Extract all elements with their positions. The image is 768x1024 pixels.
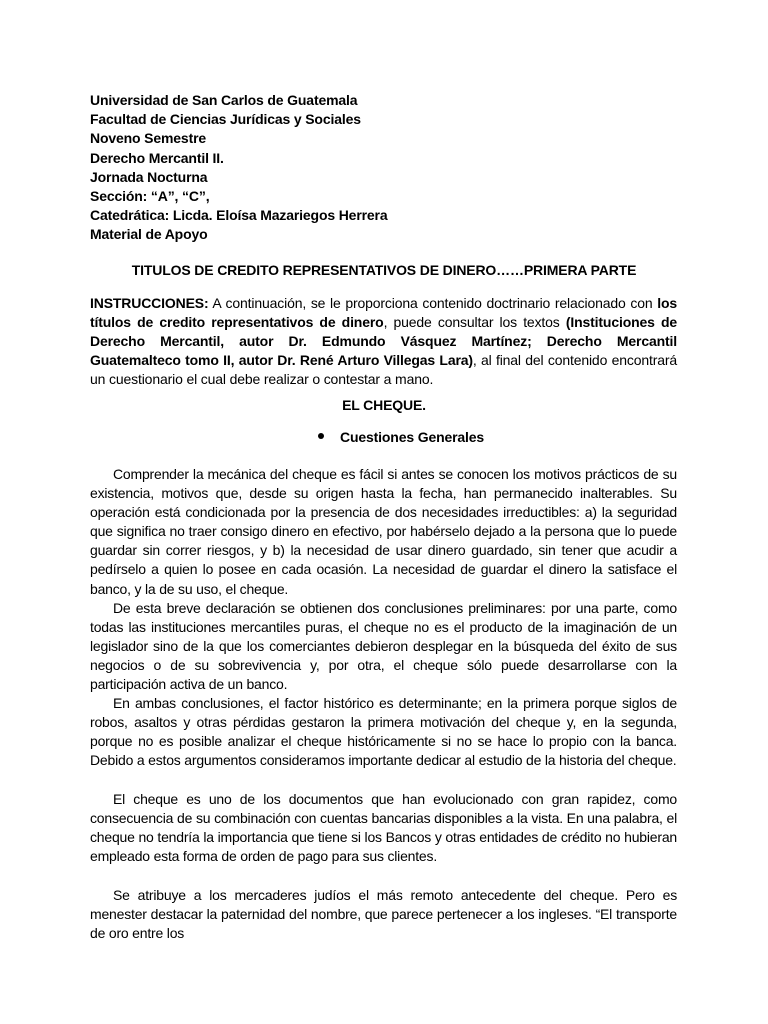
instructions-text-1: A continuación, se le proporciona contenido doctrinario relacionado con: [208, 295, 658, 311]
document-title: TITULOS DE CREDITO REPRESENTATIVOS DE DINERO……PRIMERA PARTE: [131, 262, 637, 278]
section-title: EL CHEQUE.: [342, 397, 426, 413]
instructions-text-3: , al final del contenido encontrará un cuestionario el cual debe realizar o contestar a mano.: [90, 352, 677, 388]
instructions-bold-2: (Instituciones de Derecho Mercantil, autor Dr. Edmundo Vásquez Martínez; Derecho Mercantil Guatemalteco tomo II, autor Dr. René Arturo Villegas Lara): [90, 314, 678, 369]
header-section: Sección: “A”, “C”,: [90, 188, 210, 205]
header-professor: Catedrática: Licda. Eloísa Mazariegos Herrera: [90, 207, 388, 224]
bullet-icon: [318, 433, 324, 439]
header-material: Material de Apoyo: [90, 226, 208, 243]
instructions-paragraph: [90, 294, 677, 389]
body-paragraph: En ambas conclusiones, el factor histórico es determinante; en la primera porque siglos de robos, asaltos y otras pérdidas gestaron la primera motivación del cheque y, en la segunda, porque no es posible analizar el cheque históricamente si no se hace lo propio con la banca. Debido a estos argumentos consideramos importante dedicar al estudio de la historia del cheque.: [90, 695, 677, 769]
header-schedule: Jornada Nocturna: [90, 168, 208, 185]
header-university: Universidad de San Carlos de Guatemala: [90, 92, 358, 108]
body-paragraph: Se atribuye a los mercaderes judíos el más remoto antecedente del cheque. Pero es menester destacar la paternidad del nombre, que parece pertenecer a los ingleses. “El transporte de oro entre los: [90, 887, 677, 942]
header-semester: Noveno Semestre: [90, 130, 207, 147]
header-course: Derecho Mercantil II.: [90, 149, 224, 166]
instructions-bold-1: los títulos de credito representativos de dinero: [90, 295, 677, 331]
bullet-label: Cuestiones Generales: [340, 429, 485, 445]
instructions-text-2: , puede consultar los textos: [383, 314, 566, 331]
body-paragraph: El cheque es uno de los documentos que han evolucionado con gran rapidez, como consecuencia de su combinación con cuentas bancarias disponibles a la vista. En una palabra, el cheque no tendría la importancia que tiene si los Bancos y otras entidades de crédito no hubieran empleado esta forma de orden de pago para sus clientes.: [90, 791, 677, 865]
body-paragraph: Comprender la mecánica del cheque es fácil si antes se conocen los motivos prácticos de su existencia, motivos que, desde su origen hasta la fecha, han permanecido inalterables. Su operación está condicionada por la presencia de dos necesidades irreductibles: a) la seguridad que significa no traer consigo dinero en efectivo, por habérselo dejado a la persona que lo puede guardar sin correr riesgos, y b) la necesidad de usar dinero guardado, sin tener que acudir a pedírselo a quien lo posee en cada ocasión. La necesidad de guardar el dinero la satisface el banco, y la de su uso, el cheque.: [90, 466, 677, 597]
body-paragraph: De esta breve declaración se obtienen dos conclusiones preliminares: por una parte, como todas las instituciones mercantiles puras, el cheque no es el producto de la imaginación de un legislador sino de la que los comerciantes debieron desplegar en la búsqueda del éxito de sus negocios o de su sobrevivencia y, por otra, el cheque sólo puede desarrollarse con la participación activa de un banco.: [90, 600, 677, 693]
instructions-label: INSTRUCCIONES:: [90, 295, 209, 311]
header-faculty: Facultad de Ciencias Jurídicas y Sociales: [90, 111, 361, 128]
document-header: [90, 91, 690, 245]
bullet-item: [318, 429, 484, 445]
